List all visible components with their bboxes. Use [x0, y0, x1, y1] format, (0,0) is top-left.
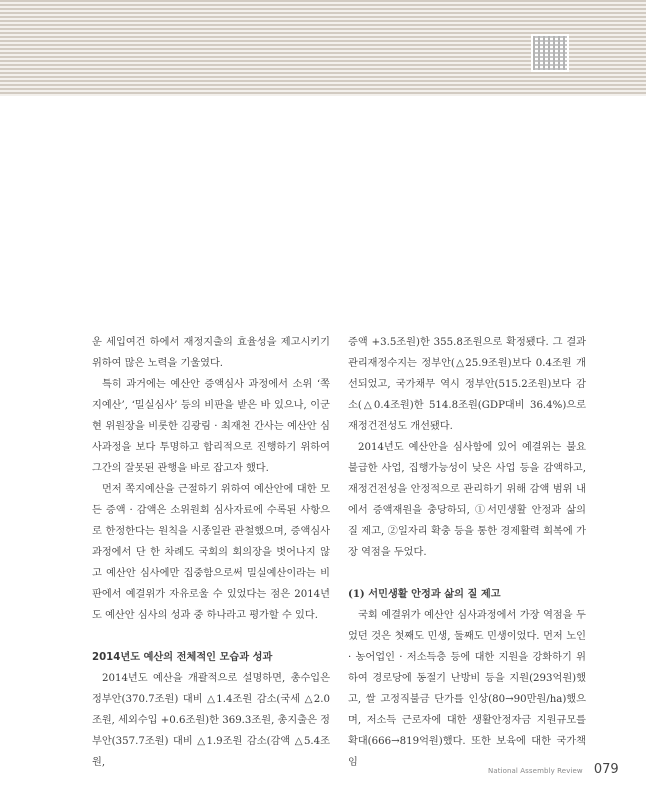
body-paragraph: 증액 +3.5조원)한 355.8조원으로 확정됐다. 그 결과 관리재정수지는 정부안(△25.9조원)보다 0.4조원 개선되었고, 국가채무 역시 정부안(515.2조원)보다 감소(△0.4조원)한 514.8조원(GDP대비 36.4%)으로 재정건전성도 개선됐다. [348, 337, 586, 432]
page-footer [488, 758, 619, 777]
body-paragraph: 2014년도 예산을 개괄적으로 설명하면, 총수입은 정부안(370.7조원) 대비 △1.4조원 감소(국세 △2.0조원, 세외수입 +0.6조원)한 369.3조원, 총지출은 정부안(357.7조원) 대비 △1.9조원 감소(감액 △5.4조원, [92, 673, 331, 768]
left-column [92, 332, 330, 773]
section-heading: 2014년도 예산의 전체적인 모습과 성과 [92, 652, 273, 663]
publication-name: National Assembly Review [488, 767, 583, 775]
body-paragraph: 2014년도 예산안을 심사함에 있어 예결위는 불요불급한 사업, 집행가능성이 낮은 사업 등을 감액하고, 재정건전성을 안정적으로 관리하기 위해 감액 범위 내에서 증액재원을 충당하되, ①서민생활 안정과 삶의 질 제고, ②일자리 확충 등을 통한 경제활력 회복에 가장 역점을 두었다. [348, 442, 586, 558]
body-paragraph: 특히 과거에는 예산안 증액심사 과정에서 소위 ‘쪽지예산’, ‘밀실심사’ 등의 비판을 받은 바 있으나, 이군현 위원장을 비롯한 김광림 · 최재천 간사는 예산안 심사과정을 보다 투명하고 합리적으로 진행하기 위하여 그간의 잘못된 관행을 바로 잡고자 했다. [92, 379, 330, 474]
body-paragraph: 운 세입여건 하에서 재정지출의 효율성을 제고시키기 위하여 많은 노력을 기울였다. [92, 337, 330, 369]
body-paragraph: 국회 예결위가 예산안 심사과정에서 가장 역점을 두었던 것은 첫째도 민생, 둘째도 민생이었다. 먼저 노인 · 농어업인 · 저소득층 등에 대한 지원을 강화하기 위하여 경로당에 동절기 난방비 등을 지원(293억원)했고, 쌀 고정직불금 단가를 인상(80→90만원/ha)했으며, 저소득 근로자에 대한 생활안정자금 지원규모를 확대(666→819억원)했다. 또한 보육에 대한 국가책임 [348, 610, 586, 768]
right-column [348, 332, 586, 773]
body-paragraph: 먼저 쪽지예산을 근절하기 위하여 예산안에 대한 모든 증액 · 감액은 소위원회 심사자료에 수록된 사항으로 한정한다는 원칙을 시종일관 관철했으며, 증액심사 과정에서 단 한 차례도 국회의 회의장을 벗어나지 않고 예산안 심사에만 집중함으로써 밀실예산이라는 비판에서 예결위가 자유로울 수 있었다는 점은 2014년도 예산안 심사의 성과 중 하나라고 평가할 수 있다. [92, 484, 330, 621]
sub-heading: (1) 서민생활 안정과 삶의 질 제고 [348, 588, 501, 600]
page-number: 079 [593, 762, 619, 777]
qr-code-icon [531, 34, 569, 72]
